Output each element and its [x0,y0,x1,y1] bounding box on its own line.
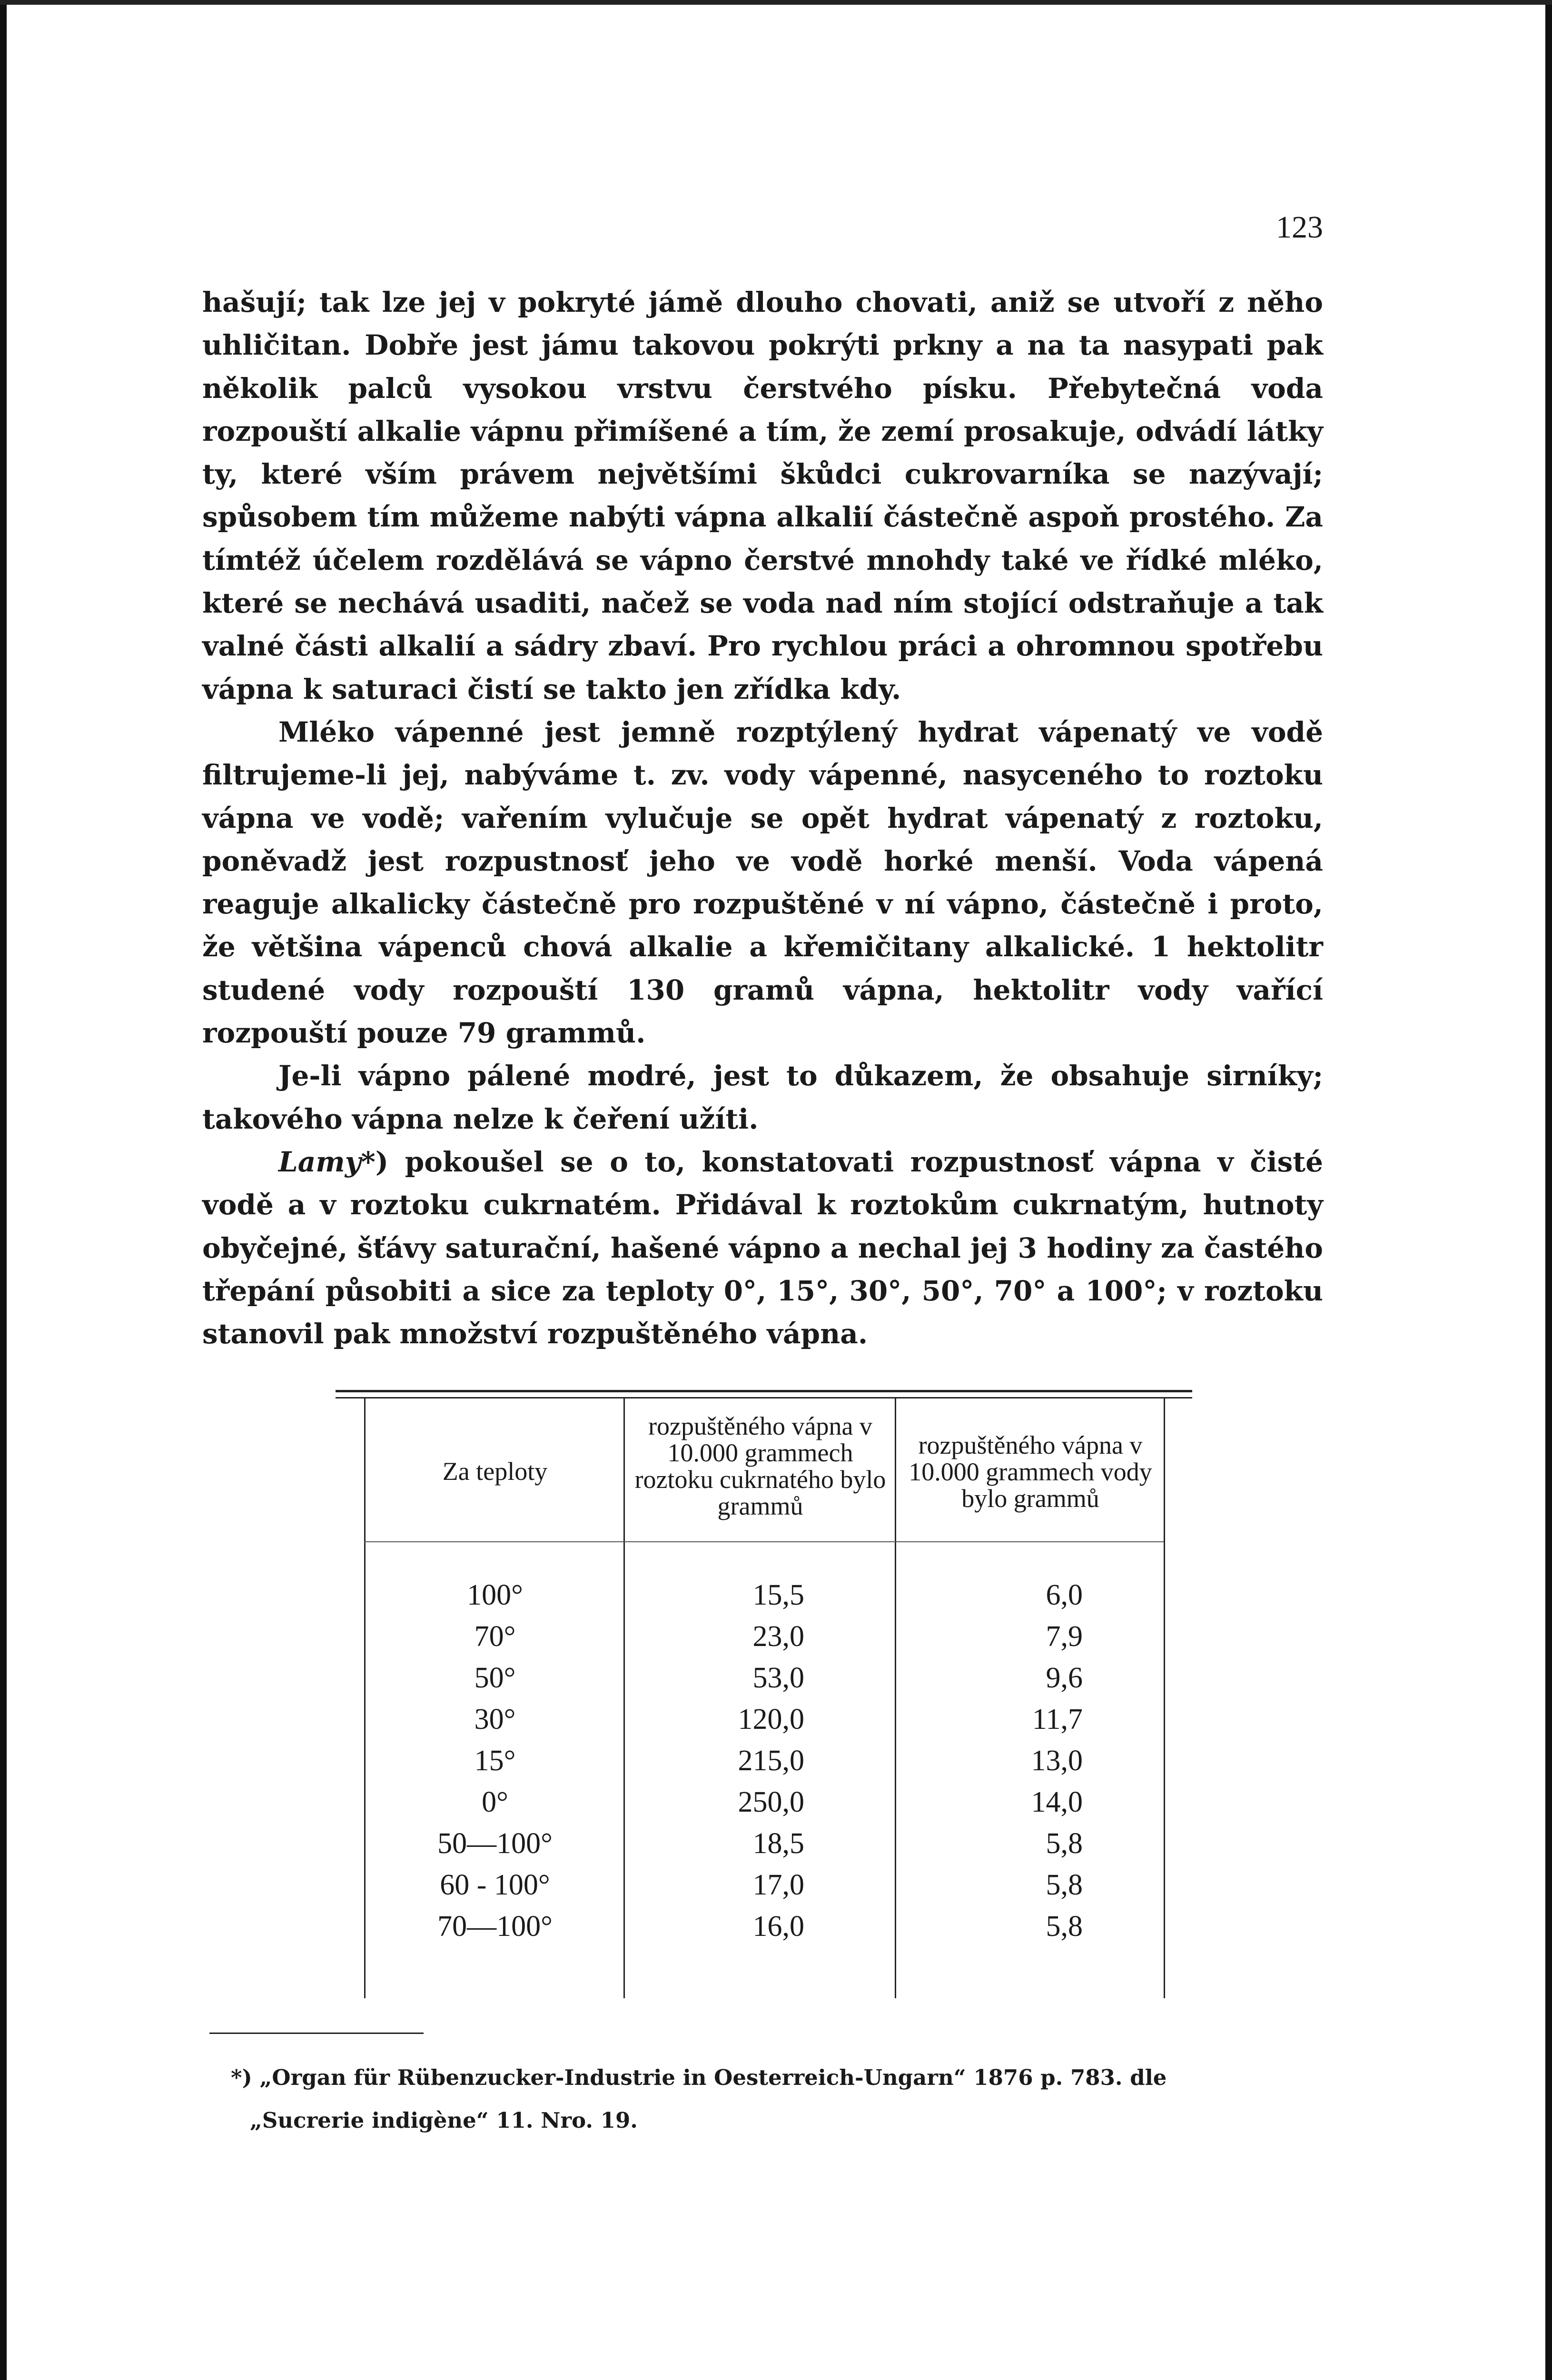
footnote [231,2056,1325,2142]
table-vline-2 [895,1398,896,1998]
body-text [202,281,1323,1355]
author-name: Lamy [278,1145,361,1178]
paragraph-3: Je-li vápno pálené modré, jest to důkazem, že obsahuje sirníky; takového vápna nelze k čeření užíti. [202,1060,1323,1135]
table-cell: 13,0 [1031,1745,1083,1777]
header-temperature: Za teploty [442,1457,548,1486]
table-cell: 5,8 [1046,1869,1083,1901]
table-cell: 30° [474,1703,516,1735]
column-sugar-solution [628,1575,804,1947]
table-vline-left [364,1398,366,1998]
table-cell: 53,0 [752,1662,804,1694]
scan-border-top [0,0,1552,5]
header-water: rozpuštěného vápna v 10.000 grammech vody bylo grammů [909,1431,1152,1513]
table-cell: 70—100° [437,1910,553,1943]
table-cell: 70° [474,1620,516,1653]
paragraph-2: Mléko vápenné jest jemně rozptýlený hydrat vápenatý ve vodě filtrujeme-li jej, nabýváme t. zv. vody vápenné, nasyceného to roztoku vápna ve vodě; vařením vylučuje se opět hydrat vápenatý z roztoku, poněvadž jest rozpustnosť jeho ve vodě horké menší. Voda vápená reaguje alkalicky částečně pro rozpuštěné v ní vápno, částečně i proto, že většina vápenců chová alkalie a křemičitany alkalické. 1 hektolitr studené vody rozpouští 130 gramů vápna, hektolitr vody vařící rozpouští pouze 79 grammů. [202,715,1323,1050]
table-header-rule [364,1541,1164,1542]
table-cell: 6,0 [1046,1579,1083,1611]
table-grid [336,1398,1192,1998]
table-cell: 215,0 [738,1745,804,1777]
paragraph-lamy-text: pokoušel se o to, konstatovati rozpustnosť vápna v čisté vodě a v roztoku cukrnatém. Přidával k roztokům cukrnatým, hutnoty obyčejné, šťávy saturační, hašené vápno a nechal jej 3 hodiny za častého třepání působiti a sice za teploty 0°, 15°, 30°, 50°, 70° a 100°; v roztoku stanovil pak množství rozpuštěného vápna. [202,1145,1323,1350]
table-cell: 7,9 [1046,1620,1083,1653]
table-vline-right [1164,1398,1165,1998]
column-water [900,1575,1083,1947]
table-cell: 17,0 [752,1869,804,1901]
column-temperature [369,1575,621,1947]
table-cell: 120,0 [738,1703,804,1735]
table-cell: 9,6 [1046,1662,1083,1694]
table-top-rule [336,1390,1192,1392]
footnote-rule [209,2033,424,2034]
table-cell: 250,0 [738,1786,804,1818]
paragraph-lamy [202,1140,1323,1355]
footnote-line-2: „Sucrerie indigène“ 11. Nro. 19. [250,2108,638,2133]
table-cell: 100° [467,1579,523,1611]
table-cell: 50° [474,1662,516,1694]
table-cell: 11,7 [1032,1703,1083,1735]
page-number: 123 [1276,210,1323,245]
header-sugar-solution: rozpuštěného vápna v 10.000 grammech roztoku cukrnatého bylo grammů [634,1412,886,1520]
footnote-marker: *) [361,1145,389,1178]
table-cell: 50—100° [437,1827,553,1860]
table-cell: 23,0 [752,1620,804,1653]
footnote-line-1: *) „Organ für Rübenzucker-Industrie in Oesterreich-Ungarn“ 1876 p. 783. dle [231,2065,1167,2090]
table-cell: 15° [474,1745,516,1777]
table-cell: 16,0 [752,1910,804,1943]
table-cell: 14,0 [1031,1786,1083,1818]
table-cell: 15,5 [752,1579,804,1611]
table-cell: 5,8 [1046,1910,1083,1943]
scan-border-right [1545,0,1552,2380]
scan-border-left [0,0,7,2380]
solubility-table [336,1390,1192,1998]
table-vline-1 [623,1398,625,1998]
table-cell: 0° [482,1786,508,1818]
table-cell: 18,5 [752,1827,804,1860]
table-cell: 60 - 100° [440,1869,550,1901]
table-cell: 5,8 [1046,1827,1083,1860]
paragraph-1: hašují; tak lze jej v pokryté jámě dlouho chovati, aniž se utvoří z něho uhličitan. Dobře jest jámu takovou pokrýti prkny a na ta nasypati pak několik palců vysokou vrstvu čerstvého písku. Přebytečná voda rozpouští alkalie vápnu přimíšené a tím, že zemí prosakuje, odvádí látky ty, které vším právem největšími škůdci cukrovarníka se nazývají; spůsobem tím můžeme nabýti vápna alkalií částečně aspoň prostého. Za tímtéž účelem rozdělává se vápno čerstvé mnohdy také ve řídké mléko, které se nechává usaditi, načež se voda nad ním stojící odstraňuje a tak valné části alkalií a sádry zbaví. Pro rychlou práci a ohromnou spotřebu vápna k saturaci čistí se takto jen zřídka kdy. [202,286,1323,705]
